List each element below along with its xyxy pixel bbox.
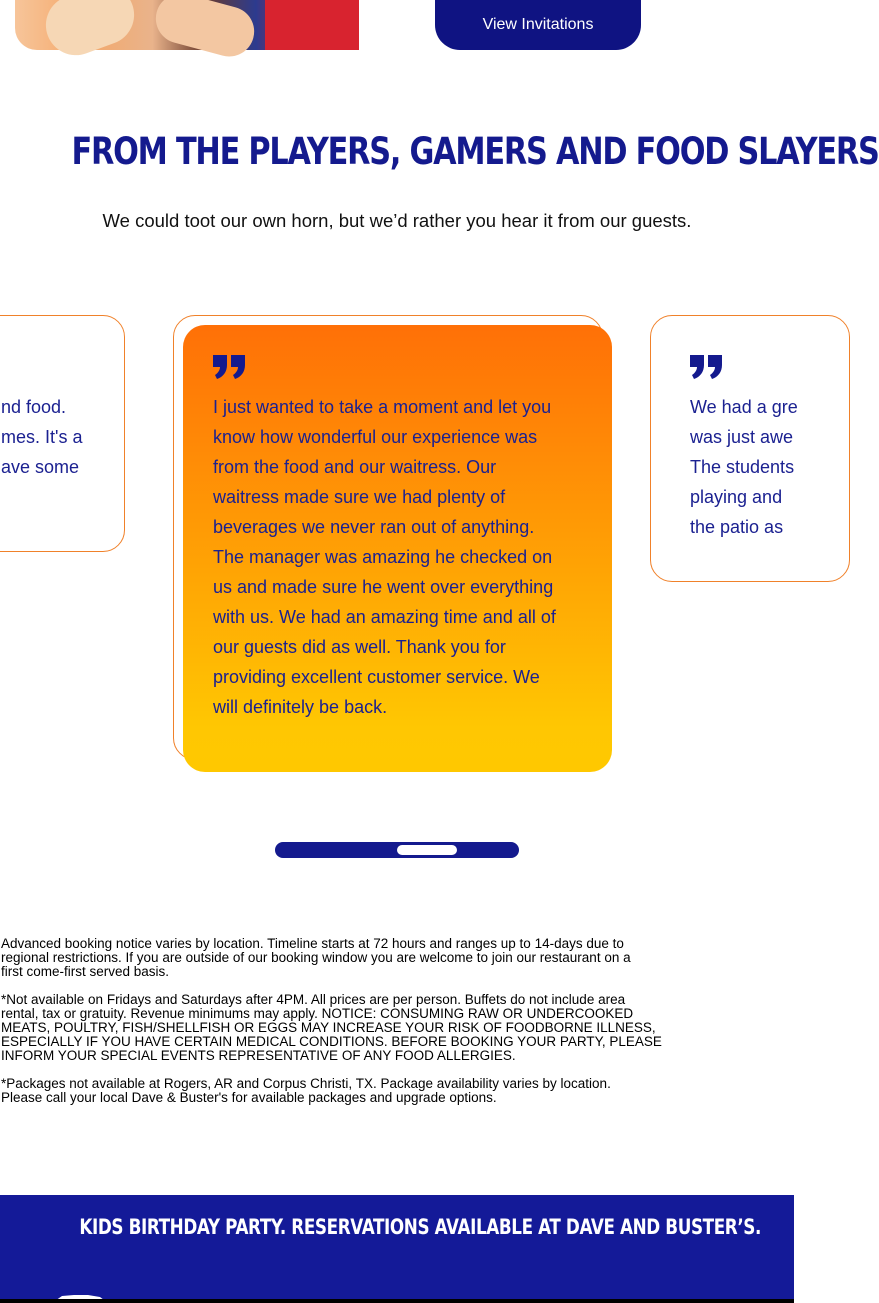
party-photo [15, 0, 359, 50]
testimonial-text-line: with us. We had an amazing time and all of [213, 607, 556, 627]
photo-detail [150, 0, 260, 62]
testimonial-text-line: was just awe [690, 427, 794, 447]
testimonial-card-active [183, 325, 612, 772]
testimonial-text-line: The students [690, 457, 795, 477]
view-invitations-button[interactable]: View Invitations [435, 0, 641, 50]
testimonial-text-line: providing excellent customer service. We [213, 667, 540, 687]
disclaimer-line: MEATS, POULTRY, FISH/SHELLFISH OR EGGS MAY INCREASE YOUR RISK OF FOODBORNE ILLNESS, [1, 1020, 656, 1035]
testimonial-text-line: from the food and our waitress. Our [213, 457, 497, 477]
testimonial-text-line: our guests did as well. Thank you for [213, 637, 506, 657]
disclaimer-packages [1, 1077, 661, 1105]
testimonial-body [213, 392, 593, 722]
disclaimer-line: first come-first served basis. [1, 964, 170, 979]
footer-title: KIDS BIRTHDAY PARTY. RESERVATIONS AVAILABLE AT DAVE AND BUSTER’S. [79, 1215, 761, 1239]
disclaimer-line: regional restrictions. If you are outside of our booking window you are welcome to join our restaurant on a [1, 950, 631, 965]
photo-detail [265, 0, 359, 50]
carousel-scrollbar[interactable] [275, 842, 519, 858]
testimonials-subtitle: We could toot our own horn, but we’d rather you hear it from our guests. [102, 210, 692, 231]
testimonial-card-previous[interactable] [0, 315, 125, 552]
testimonial-text-line: will definitely be back. [213, 697, 388, 717]
testimonial-text-line: waitress made sure we had plenty of [213, 487, 506, 507]
testimonial-text-line: We had a gre [690, 397, 798, 417]
disclaimer-booking [1, 937, 661, 979]
testimonial-card-next[interactable] [650, 315, 850, 582]
testimonial-text-line: beverages we never ran out of anything. [213, 517, 535, 537]
disclaimer-line: Please call your local Dave & Buster's for available packages and upgrade options. [1, 1090, 497, 1105]
testimonial-text-line: playing and [690, 487, 783, 507]
disclaimer-pricing [1, 993, 661, 1063]
testimonial-text-line: ave some [1, 457, 80, 477]
testimonial-text-line: I just wanted to take a moment and let you [213, 397, 552, 417]
testimonial-text-line: mes. It's a [1, 427, 83, 447]
quote-icon [690, 355, 724, 379]
testimonial-text-line: the patio as [690, 517, 784, 537]
testimonial-text-line: nd food. [1, 397, 67, 417]
disclaimer-line: *Packages not available at Rogers, AR and Corpus Christi, TX. Package availability varies by location. [1, 1076, 611, 1091]
disclaimer-line: INFORM YOUR SPECIAL EVENTS REPRESENTATIVE OF ANY FOOD ALLERGIES. [1, 1048, 516, 1063]
testimonial-text-line: us and made sure he went over everything [213, 577, 554, 597]
disclaimer-line: ESPECIALLY IF YOU HAVE CERTAIN MEDICAL CONDITIONS. BEFORE BOOKING YOUR PARTY, PLEASE [1, 1034, 662, 1049]
footer [0, 1195, 794, 1303]
footer-bottom-bar [0, 1299, 794, 1303]
disclaimer-line: rental, tax or gratuity. Revenue minimums may apply. NOTICE: CONSUMING RAW OR UNDERCOOKED [1, 1006, 634, 1021]
testimonial-text-line: The manager was amazing he checked on [213, 547, 553, 567]
testimonial-text-line: know how wonderful our experience was [213, 427, 538, 447]
photo-detail [37, 0, 142, 64]
disclaimer-line: Advanced booking notice varies by location. Timeline starts at 72 hours and ranges up to 14-days due to [1, 936, 624, 951]
quote-icon [213, 355, 247, 379]
testimonials-title: FROM THE PLAYERS, GAMERS AND FOOD SLAYERS [71, 130, 879, 173]
carousel-scrollbar-thumb[interactable] [397, 845, 457, 855]
disclaimer-line: *Not available on Fridays and Saturdays after 4PM. All prices are per person. Buffets do not include area [1, 992, 626, 1007]
